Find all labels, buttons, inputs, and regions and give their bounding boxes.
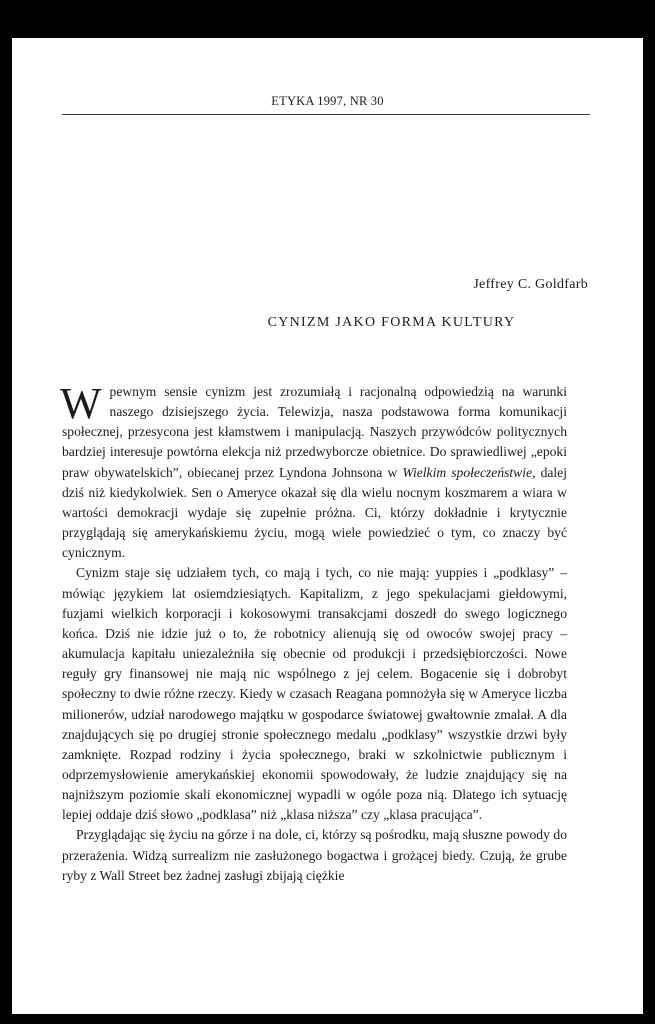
drop-cap: W xyxy=(60,379,102,428)
article-body xyxy=(60,379,567,886)
paragraph-1 xyxy=(60,379,567,563)
paragraph-3: Przyglądając się życiu na górze i na dole, ci, którzy są pośrodku, mają słuszne powody do przerażenia. Widzą surrealizm nie zasłużonego bogactwa i grożącej biedy. Czują, że grube ryby z Wall Street bez żadnej zasługi zbijają ciężkie xyxy=(62,827,567,883)
paragraph-1-text-b: , dalej dziś niż kiedykolwiek. Sen o Ameryce okazał się dla wielu nocnym koszmarem a wiara w wartości demokracji wydaje się zupełnie próżna. Ci, którzy dokładnie i krytycznie przyglądają się amerykańskiemu życiu, mogą wiele powiedzieć o tym, co znaczy być cynicznym. xyxy=(62,464,567,561)
document-page xyxy=(12,38,643,1014)
paragraph-2: Cynizm staje się udziałem tych, co mają i tych, co nie mają: yuppies i „podklasy” – mówiąc językiem lat osiemdziesiątych. Kapitalizm, z jego spekulacjami giełdowymi, fuzjami wielkich korporacji i kokosowymi transakcjami doszedł do swego logicznego końca. Dziś nie idzie już o to, że robotnicy alienują się od owoców swojej pracy – akumulacja kapitału uniezależniła się obecnie od produkcji i przedsiębiorczości. Nowe reguły gry finansowej nie mają nic wspólnego z jej celem. Bogacenie się i dobrobyt społeczny to dwie różne rzeczy. Kiedy w czasach Reagana pomnożyła się w Ameryce liczba milionerów, udział narodowego majątku w gospodarce światowej gwałtownie zmalał. A dla znajdujących się po drugiej stronie społecznego medalu „podklasy” wszystkie drzwi były zamknięte. Rozpad rodziny i życia społecznego, braki w szkolnictwie publicznym i odprzemysłowienie amerykańskiej ekonomii spowodowały, że ludzie znajdujący się na najniższym poziomie skali ekonomicznej wypadli w ogóle poza nią. Dlatego ich sytuację lepiej oddaje dziś słowo „podklasa” niż „klasa niższa” czy „klasa pracująca”. xyxy=(62,565,567,823)
book-title-italic: Wielkim społeczeństwie xyxy=(402,464,533,480)
header-rule xyxy=(62,114,590,115)
article-author: Jeffrey C. Goldfarb xyxy=(473,277,588,292)
running-head: ETYKA 1997, NR 30 xyxy=(271,94,384,108)
paragraph-1-text-a: pewnym sensie cynizm jest zrozumiałą i racjonalną odpowiedzią na warunki naszego dzisiejszego życia. Telewizja, nasza podstawowa forma komunikacji społecznej, przesycona jest kłamstwem i manipulacją. Naszych przywódców politycznych bardziej interesuje powtórna elekcja niż przedwyborcze obietnice. Do sprawiedliwej „epoki praw obywatelskich”, obiecanej przez Lyndona Johnsona w xyxy=(62,384,567,480)
article-title: CYNIZM JAKO FORMA KULTURY xyxy=(267,315,516,330)
